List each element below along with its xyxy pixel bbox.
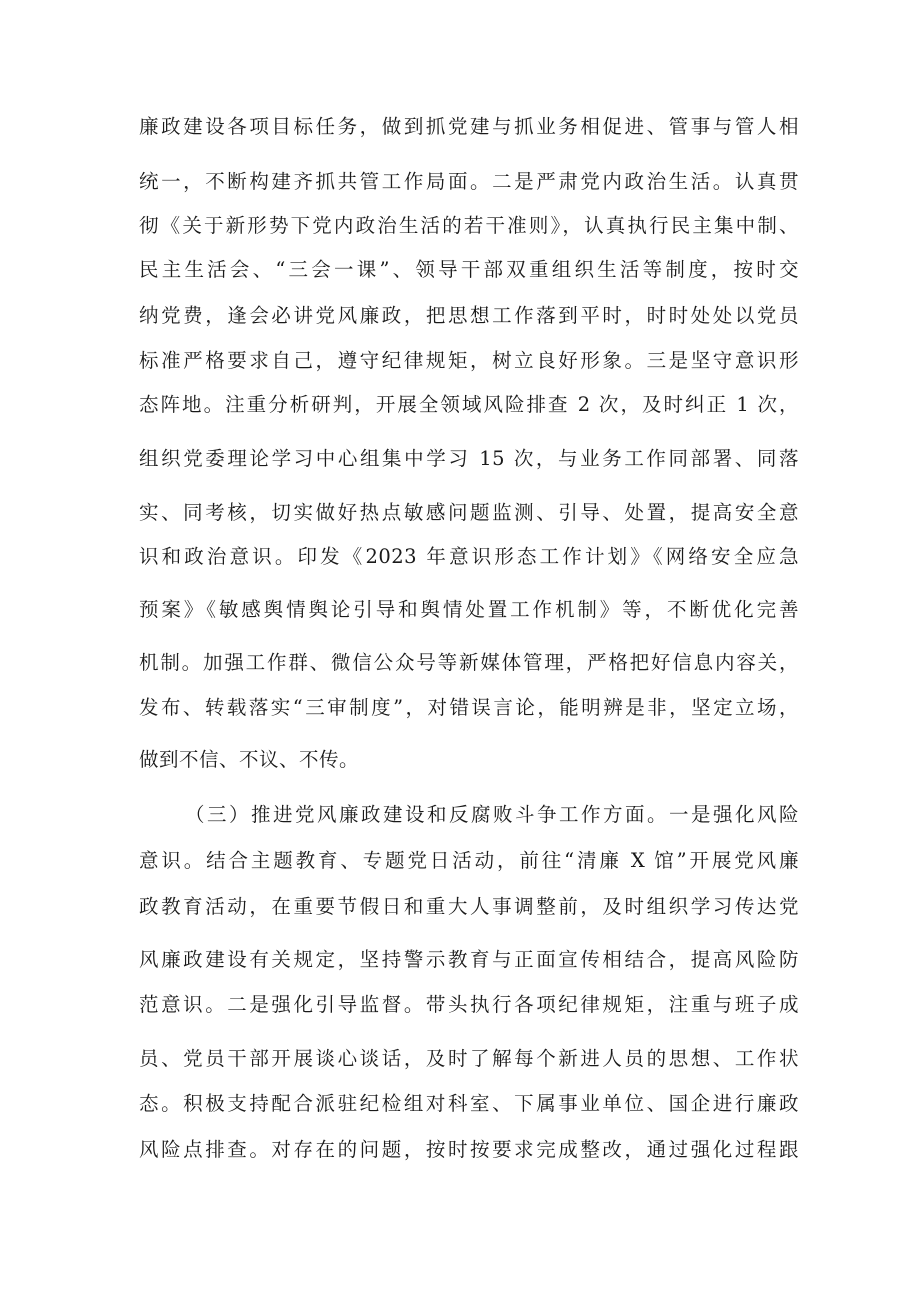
text-line: 范意识。二是强化引导监督。带头执行各项纪律规矩，注重与班子成 [139, 993, 799, 1016]
text-line: 风险点排查。对存在的问题，按时按要求完成整改，通过强化过程跟 [139, 1138, 799, 1161]
text-line: 政教育活动，在重要节假日和重大人事调整前，及时组织学习传达党 [139, 895, 799, 918]
text-line: 彻《关于新形势下党内政治生活的若干准则》，认真执行民主集中制、 [139, 214, 799, 237]
text-line: 风廉政建设有关规定，坚持警示教育与正面宣传相结合，提高风险防 [139, 948, 799, 971]
text-line: 预案》《敏感舆情舆论引导和舆情处置工作机制》等，不断优化完善 [139, 598, 799, 621]
text-line-first-indented: （三）推进党风廉政建设和反腐败斗争工作方面。一是强化风险 [185, 803, 799, 826]
text-line: 廉政建设各项目标任务，做到抓党建与抓业务相促进、管事与管人相 [139, 115, 799, 138]
text-line: 态。积极支持配合派驻纪检组对科室、下属事业单位、国企进行廉政 [139, 1092, 799, 1115]
text-line: 民主生活会、“三会一课”、领导干部双重组织生活等制度，按时交 [139, 258, 799, 281]
text-line-last: 做到不信、不议、不传。 [139, 748, 360, 771]
text-line: 纳党费，逢会必讲党风廉政，把思想工作落到平时，时时处处以党员 [139, 304, 799, 327]
text-line: 员、党员干部开展谈心谈话，及时了解每个新进人员的思想、工作状 [139, 1047, 799, 1070]
text-line: 意识。结合主题教育、专题党日活动，前往“清廉 X 馆”开展党风廉 [139, 849, 799, 872]
text-line: 组织党委理论学习中心组集中学习 15 次，与业务工作同部署、同落 [139, 447, 799, 470]
text-line: 统一，不断构建齐抓共管工作局面。二是严肃党内政治生活。认真贯 [139, 170, 799, 193]
text-line: 标准严格要求自己，遵守纪律规矩，树立良好形象。三是坚守意识形 [139, 349, 799, 372]
text-line: 发布、转载落实“三审制度”，对错误言论，能明辨是非，坚定立场， [139, 696, 799, 719]
text-line: 机制。加强工作群、微信公众号等新媒体管理，严格把好信息内容关， [139, 651, 799, 674]
text-line: 识和政治意识。印发《2023 年意识形态工作计划》《网络安全应急 [139, 545, 799, 568]
text-line: 实、同考核，切实做好热点敏感问题监测、引导、处置，提高安全意 [139, 501, 799, 524]
text-line: 态阵地。注重分析研判，开展全领域风险排查 2 次，及时纠正 1 次， [139, 393, 799, 416]
